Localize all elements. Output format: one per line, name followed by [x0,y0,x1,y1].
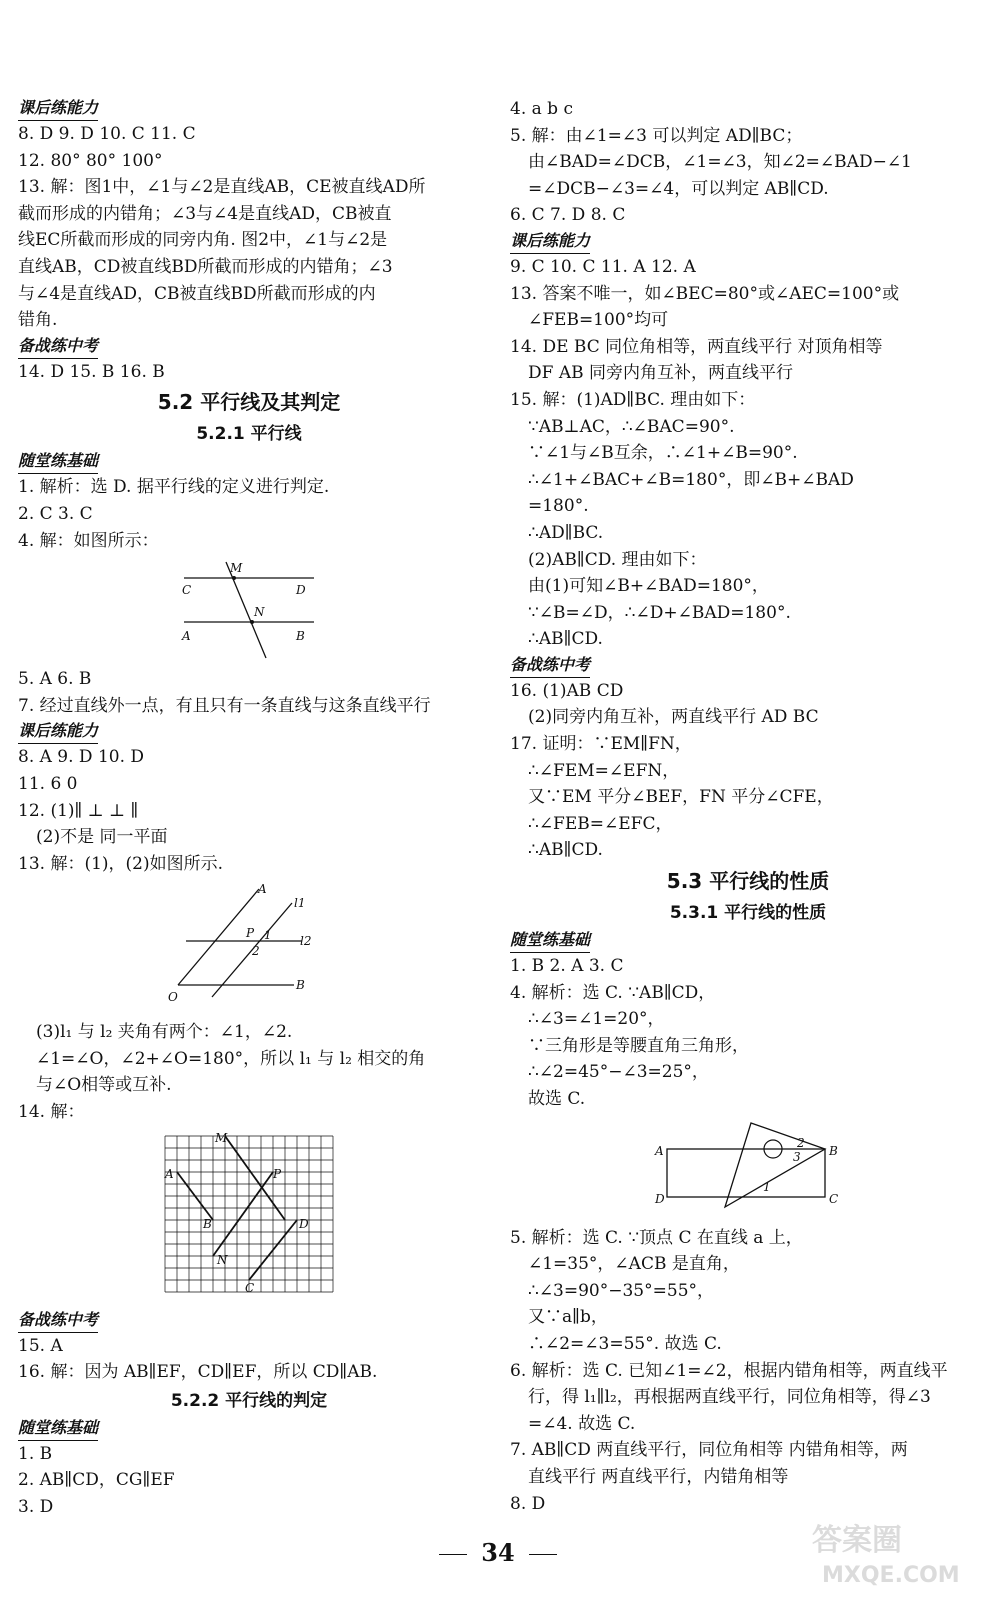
section-heading-row [510,928,986,953]
figure-label: B [296,629,305,644]
figure-label: M [215,1131,228,1145]
section-heading-row [18,449,480,474]
section-heading-row [18,1416,480,1441]
answer-line: 12. 80° 80° 100° [18,150,163,171]
answer-line: 13. 解：(1)，(2)如图所示. [18,853,224,874]
section-heading: 随堂练基础 [510,928,590,953]
answer-line: 6. 解析：选 C. 已知∠1=∠2，根据内错角相等，两直线平 [510,1360,948,1381]
section-heading: 备战练中考 [18,334,98,359]
section-heading: 课后练能力 [18,719,98,744]
figure-label: M [230,561,243,576]
answer-line: ∴AB∥CD. [528,840,603,861]
section-heading-row [510,229,986,254]
figure-label: B [203,1216,212,1231]
answer-line: 6. C 7. D 8. C [510,205,626,226]
answer-line: 16. (1)AB CD [510,680,624,701]
answer-line: 7. 经过直线外一点，有且只有一条直线与这条直线平行 [18,695,431,716]
figure-label: D [655,1191,665,1206]
figure-label: 2 [252,944,260,959]
answer-line: 4. 解：如图所示： [18,530,159,551]
answer-line: 8. D [510,1493,546,1514]
answer-line: 1. 解析：选 D. 据平行线的定义进行判定. [18,477,330,498]
answer-line: 12. (1)∥ ⊥ ⊥ ∥ [18,800,139,821]
answer-line: 截而形成的内错角；∠3与∠4是直线AD，CB被直 [18,203,392,224]
answer-line: 14. DE BC 同位角相等，两直线平行 对顶角相等 [510,336,883,357]
answer-line: ∴∠2=∠3=55°. 故选 C. [528,1333,722,1354]
figure-label: P [246,926,255,941]
answer-line: =∠DCB−∠3=∠4，可以判定 AB∥CD. [528,178,829,199]
answer-line: 15. A [18,1335,63,1356]
watermark-logo [802,1512,972,1592]
answer-line: ∴∠3=90°−35°=55°， [528,1280,715,1301]
answer-line: ∴∠3=∠1=20°， [528,1009,665,1030]
figure-label: D [296,583,306,598]
answer-line: 16. 解：因为 AB∥EF，CD∥EF，所以 CD∥AB. [18,1362,378,1383]
left-column [18,96,480,1521]
section-heading-row [18,719,480,744]
right-column [510,96,986,1517]
section-heading-row [18,334,480,359]
answer-line: 7. AB∥CD 两直线平行，同位角相等 内错角相等，两 [510,1440,908,1461]
figure-fig3 [159,1132,339,1302]
answer-line: 直线平行 两直线平行，内错角相等 [528,1466,789,1487]
answer-line: DF AB 同旁内角互补，两直线平行 [528,363,794,384]
answer-line: ∠FEB=100°均可 [528,310,669,331]
answer-line: 故选 C. [528,1089,586,1109]
answer-line: 由∠BAD=∠DCB，∠1=∠3，知∠2=∠BAD−∠1 [528,152,912,173]
answer-line: ∴∠FEB=∠EFC， [528,813,673,834]
figure-label: N [254,605,265,620]
section-heading: 备战练中考 [510,653,590,678]
answer-line: (2)不是 同一平面 [36,827,168,848]
answer-line: ∠1=35°，∠ACB 是直角， [528,1254,740,1275]
answer-line: 8. A 9. D 10. D [18,747,145,768]
figure-label: 1 [763,1179,771,1194]
answer-line: ∴AB∥CD. [528,629,603,650]
answer-line: 8. D 9. D 10. C 11. C [18,124,196,144]
answer-line: 17. 证明：∵EM∥FN， [510,734,692,755]
answer-line: ∴AD∥BC. [528,522,604,543]
answer-line: 9. C 10. C 11. A 12. A [510,256,696,277]
answer-line: 5. 解析：选 C. ∵顶点 C 在直线 a 上， [510,1227,803,1248]
answer-line: ∵∠B=∠D，∴∠D+∠BAD=180°. [528,602,791,623]
answer-line: (2)同旁内角互补，两直线平行 AD BC [528,707,819,728]
answer-line: 又∵EM 平分∠BEF，FN 平分∠CFE， [528,787,834,808]
chapter-title: 5.2 平行线及其判定 [157,390,341,415]
section-heading-row [18,96,480,121]
figure-fig1 [174,560,324,660]
figure-label: D [299,1216,309,1231]
subsection-title: 5.2.2 平行线的判定 [170,1390,328,1411]
subsection-title: 5.3.1 平行线的性质 [669,903,827,924]
answer-line: ∴∠FEM=∠EFN， [528,760,680,781]
figure-label: 3 [793,1149,801,1164]
answer-line: 1. B [18,1443,53,1464]
chapter-title: 5.3 平行线的性质 [666,869,830,894]
answer-line: (3)l₁ 与 l₂ 夹角有两个：∠1，∠2. [36,1022,293,1043]
figure-label: B [829,1143,838,1158]
figure-label: l1 [294,896,306,911]
answer-line: 1. B 2. A 3. C [510,956,624,977]
figure-label: C [829,1191,839,1206]
page-number: 34 [0,1538,996,1567]
answer-line: 2. AB∥CD，CG∥EF [18,1470,175,1491]
answer-line: 又∵a∥b， [528,1307,608,1328]
figure-label: A [655,1143,664,1158]
answer-line: 错角. [18,310,58,331]
answer-line: 14. 解： [18,1102,85,1123]
figure-label: B [296,978,305,993]
section-heading: 随堂练基础 [18,449,98,474]
figure-label: A [258,883,267,897]
answer-line: 与∠4是直线AD，CB被直线BD所截而形成的内 [18,283,376,304]
answer-line: 3. D [18,1497,54,1518]
section-heading: 课后练能力 [510,229,590,254]
answer-line: 4. a b c [510,99,573,119]
figure-label: P [273,1166,282,1181]
subsection-title: 5.2.1 平行线 [196,424,302,445]
answer-line: 13. 答案不唯一，如∠BEC=80°或∠AEC=100°或 [510,283,900,304]
answer-line: 由(1)可知∠B+∠BAD=180°， [528,576,769,597]
answer-line: =180°. [528,496,589,517]
svg-text:MXQE.COM: MXQE.COM [822,1563,960,1588]
answer-line: =∠4. 故选 C. [528,1413,636,1434]
answer-line: 与∠O相等或互补. [36,1075,172,1096]
answer-line: 13. 解：图1中，∠1与∠2是直线AB，CE被直线AD所 [18,177,426,198]
section-heading: 课后练能力 [18,96,98,121]
figure-label: A [182,629,191,644]
svg-text:答案圈: 答案圈 [812,1523,902,1558]
answer-line: 线EC所截而形成的同旁内角. 图2中，∠1与∠2是 [18,230,388,251]
answer-line: ∠1=∠O，∠2+∠O=180°，所以 l₁ 与 l₂ 相交的角 [36,1048,426,1069]
answer-line: 5. A 6. B [18,669,92,690]
answer-line: 2. C 3. C [18,503,93,524]
section-heading: 随堂练基础 [18,1416,98,1441]
answer-line: 直线AB，CD被直线BD所截而形成的内错角；∠3 [18,256,393,277]
answer-line: ∴∠2=45°−∠3=25°， [528,1062,709,1083]
answer-line: 5. 解：由∠1=∠3 可以判定 AD∥BC； [510,125,803,146]
figure-fig2 [164,883,334,1013]
answer-line: 14. D 15. B 16. B [18,361,165,382]
answer-line: 行，得 l₁∥l₂，再根据两直线平行，同位角相等，得∠3 [528,1387,931,1408]
answer-line: ∵AB⊥AC，∴∠BAC=90°. [528,416,735,437]
figure-label: l2 [300,934,312,949]
section-heading: 备战练中考 [18,1308,98,1333]
answer-line: ∴∠1+∠BAC+∠B=180°，即∠B+∠BAD [528,469,854,490]
figure-label: C [182,583,192,598]
figure-label: C [245,1280,255,1295]
answer-line: 15. 解：(1)AD∥BC. 理由如下： [510,389,756,410]
answer-line: 11. 6 0 [18,773,78,794]
figure-label: O [168,990,178,1005]
figure-label: 2 [797,1135,805,1150]
section-heading-row [18,1308,480,1333]
section-heading-row [510,653,986,678]
answer-line: ∵三角形是等腰直角三角形， [528,1035,749,1056]
figure-label: 1 [264,928,272,943]
answer-line: 4. 解析：选 C. ∵AB∥CD， [510,982,716,1003]
figure-fig4 [653,1119,843,1219]
figure-label: N [217,1252,228,1267]
figure-label: A [165,1166,174,1181]
answer-line: ∵∠1与∠B互余，∴∠1+∠B=90°. [528,443,798,464]
answer-line: (2)AB∥CD. 理由如下： [528,549,707,570]
